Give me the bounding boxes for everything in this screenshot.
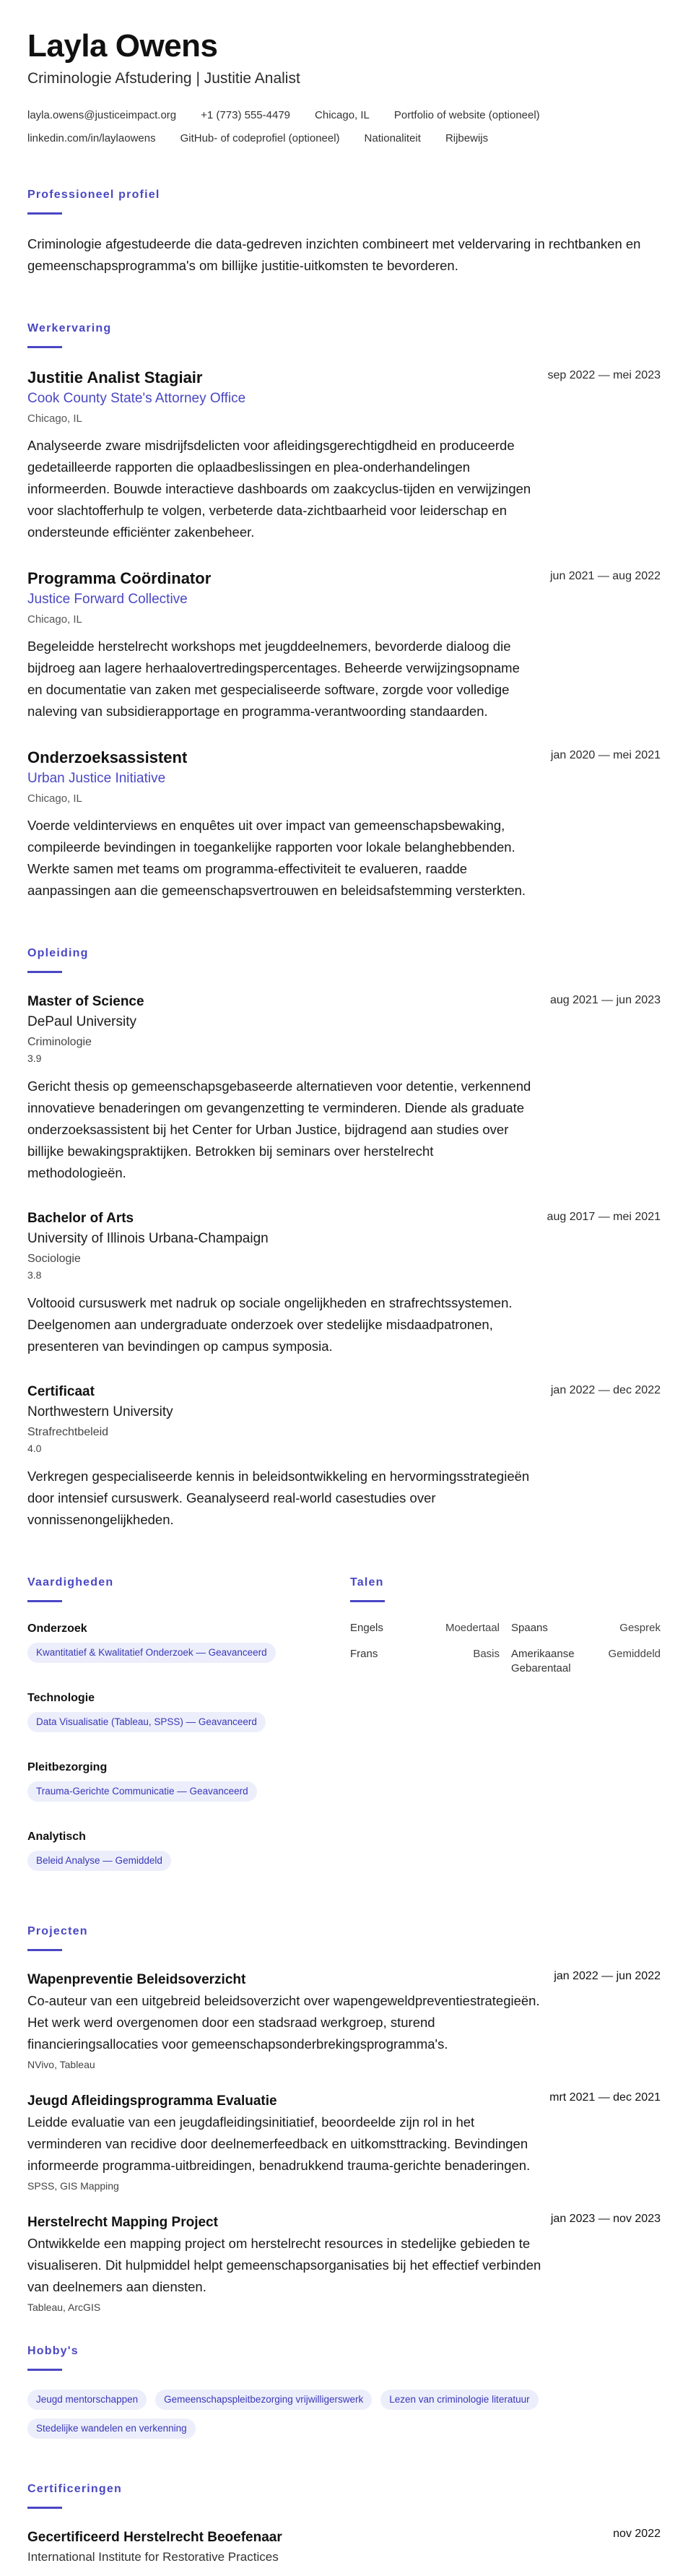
language-item [350, 1647, 500, 1676]
job-dates: jan 2020 — mei 2021 [550, 749, 661, 761]
language-name: Amerikaanse Gebarentaal [511, 1648, 575, 1674]
degree: Master of Science [27, 994, 144, 1009]
project-item [27, 1970, 661, 2073]
skill-group [27, 1760, 338, 1810]
education-section [27, 946, 661, 1531]
project-tools: SPSS, GIS Mapping [27, 2180, 119, 2192]
gpa: 4.0 [27, 1443, 42, 1454]
project-description: Leidde evaluatie van een jeugdafleidingsinitiatief, beoordeelde zijn rol in het verminderen van recidive door deelnemerfeedback en uitkomsttracking. Bevindingen informeerde programma-uitbreidingen, benadrukkend trauma-gerichte benaderingen. [27, 2114, 531, 2173]
project-title: Wapenpreventie Beleidsoverzicht [27, 1972, 246, 1987]
section-divider [350, 1600, 385, 1602]
language-level: Gesprek [619, 1622, 661, 1634]
school: DePaul University [27, 1014, 136, 1029]
skill-group [27, 1690, 338, 1741]
language-item [511, 1621, 661, 1635]
language-level: Gemiddeld [608, 1648, 661, 1660]
section-title: Opleiding [27, 947, 89, 959]
skill-category: Onderzoek [27, 1622, 87, 1635]
language-item [350, 1621, 500, 1635]
education-dates: aug 2021 — jun 2023 [549, 994, 661, 1006]
hobbies-section [27, 2344, 661, 2447]
field-of-study: Strafrechtbeleid [27, 1426, 109, 1438]
section-divider [27, 1949, 62, 1951]
section-divider [27, 212, 62, 215]
certifications-section [27, 2482, 661, 2567]
skill-category: Technologie [27, 1692, 95, 1704]
job-title: Onderzoeksassistent [27, 748, 188, 766]
skill-pill: Trauma-Gerichte Communicatie — Geavanceerd [27, 1781, 257, 1802]
projects-section [27, 1924, 661, 2315]
project-description: Ontwikkelde een mapping project om herstelrecht resources in stedelijke gebieden te visualiseren. Dit hulpmiddel helpt gemeenschapsorganisaties bij het effectief verbinden van deelnemers aan diensten. [27, 2236, 541, 2294]
experience-item [27, 568, 661, 722]
contact-nationality: Nationaliteit [364, 132, 421, 144]
hobby-pill: Stedelijke wandelen en verkenning [27, 2419, 196, 2439]
job-description: Analyseerde zware misdrijfsdelicten voor afleidingsgerechtigdheid en produceerde gedetailleerde rapporten die oplaadbeslissingen en plea-onderhandelingen informeerden. Bouwde interactieve dashboards om zaakcyclus-tijden en verwijzingen voor slachtofferhulp te volgen, verbeterde data-zichtbaarheid voor leiderschap en ondersteunde efficiënter zakenbeheer. [27, 438, 531, 540]
job-location: Chicago, IL [27, 792, 82, 805]
certification-title: Gecertificeerd Herstelrecht Beoefenaar [27, 2530, 282, 2545]
contact-location: Chicago, IL [315, 109, 370, 121]
section-title: Certificeringen [27, 2483, 122, 2495]
section-title: Werkervaring [27, 322, 112, 334]
job-description: Voerde veldinterviews en enquêtes uit over impact van gemeenschapsbewaking, compileerde bevindingen in toegankelijke rapporten voor lokale belanghebbenden. Werkte samen met teams om programma-effectiviteit te evalueren, raadde aanpassingen aan die gemeenschapsvertrouwen en beleidsafstemming versterkten. [27, 818, 526, 898]
field-of-study: Sociologie [27, 1253, 81, 1265]
skill-group [27, 1621, 338, 1672]
section-title: Vaardigheden [27, 1576, 114, 1589]
resume-header [27, 26, 661, 146]
hobby-pill: Gemeenschapspleitbezorging vrijwilligerswerk [155, 2390, 372, 2410]
candidate-headline: Criminologie Afstudering | Justitie Analist [27, 70, 300, 87]
contact-email[interactable]: layla.owens@justiceimpact.org [27, 109, 177, 121]
job-dates: jun 2021 — aug 2022 [549, 570, 661, 582]
school: Northwestern University [27, 1404, 173, 1419]
certification-issuer: International Institute for Restorative Practices [27, 2550, 279, 2564]
languages-section [350, 1576, 661, 1898]
education-item [27, 1209, 661, 1357]
job-location: Chicago, IL [27, 613, 82, 626]
contact-portfolio[interactable]: Portfolio of website (optioneel) [393, 109, 540, 121]
certification-item [27, 2528, 661, 2567]
contact-linkedin[interactable]: linkedin.com/in/laylaowens [27, 132, 156, 144]
project-item [27, 2091, 661, 2194]
employer: Urban Justice Initiative [27, 771, 166, 786]
skill-group [27, 1829, 338, 1880]
language-name: Engels [350, 1622, 383, 1634]
job-location: Chicago, IL [27, 412, 82, 425]
skills-section [27, 1576, 338, 1898]
project-tools: NVivo, Tableau [27, 2059, 95, 2070]
skill-category: Pleitbezorging [27, 1761, 108, 1773]
hobby-pill: Jeugd mentorschappen [27, 2390, 147, 2410]
project-title: Jeugd Afleidingsprogramma Evaluatie [27, 2093, 277, 2109]
section-title: Talen [350, 1576, 384, 1589]
section-divider [27, 1600, 62, 1602]
job-title: Justitie Analist Stagiair [27, 368, 203, 386]
language-name: Spaans [511, 1622, 548, 1634]
section-title: Hobby's [27, 2345, 79, 2357]
education-description: Gericht thesis op gemeenschapsgebaseerde alternatieven voor detentie, verkennend innovatieve benaderingen om gevangenzetting te verminderen. Diende als graduate onderzoeksassistent bij het Center for Urban Justice, bijdragend aan studies over billijke bewakingspraktijken. Betrokken bij seminars over herstelrecht methodologieën. [27, 1079, 531, 1180]
contact-info [27, 108, 661, 146]
education-dates: jan 2022 — dec 2022 [550, 1384, 661, 1396]
skill-pill: Beleid Analyse — Gemiddeld [27, 1851, 171, 1871]
education-dates: aug 2017 — mei 2021 [547, 1211, 661, 1223]
contact-github[interactable]: GitHub- of codeprofiel (optioneel) [180, 132, 340, 144]
education-description: Verkregen gespecialiseerde kennis in beleidsontwikkeling en hervormingsstrategieën door intensief cursuswerk. Geanalyseerd real-world casestudies over vonnissenongelijkheden. [27, 1469, 530, 1527]
field-of-study: Criminologie [27, 1036, 92, 1048]
skills-languages-row [27, 1576, 661, 1898]
gpa: 3.9 [27, 1053, 42, 1064]
contact-drivers-license: Rijbewijs [445, 132, 489, 144]
section-divider [27, 2369, 62, 2371]
skill-pill: Kwantitatief & Kwalitatief Onderzoek — Geavanceerd [27, 1643, 276, 1663]
employer: Justice Forward Collective [27, 592, 188, 607]
language-name: Frans [350, 1648, 378, 1660]
certification-date: nov 2022 [613, 2528, 661, 2540]
language-level: Basis [473, 1648, 500, 1660]
project-dates: mrt 2021 — dec 2021 [549, 2091, 661, 2104]
section-divider [27, 346, 62, 348]
school: University of Illinois Urbana-Champaign [27, 1231, 269, 1246]
job-title: Programma Coördinator [27, 569, 212, 587]
hobby-pill: Lezen van criminologie literatuur [380, 2390, 538, 2410]
experience-item [27, 747, 661, 902]
section-title: Professioneel profiel [27, 189, 160, 201]
experience-section [27, 321, 661, 902]
profile-summary: Criminologie afgestudeerde die data-gedreven inzichten combineert met veldervaring in rechtbanken en gemeenschapsprogramma's om billijke justitie-uitkomsten te bevorderen. [27, 236, 641, 273]
section-title: Projecten [27, 1925, 88, 1937]
project-title: Herstelrecht Mapping Project [27, 2215, 218, 2230]
candidate-name: Layla Owens [27, 28, 218, 64]
project-item [27, 2213, 661, 2315]
skill-pill: Data Visualisatie (Tableau, SPSS) — Geavanceerd [27, 1712, 266, 1732]
profile-section [27, 188, 661, 277]
language-level: Moedertaal [445, 1622, 500, 1634]
education-item [27, 992, 661, 1184]
project-dates: jan 2023 — nov 2023 [550, 2213, 661, 2225]
project-dates: jan 2022 — jun 2022 [554, 1970, 661, 1982]
job-dates: sep 2022 — mei 2023 [547, 369, 661, 381]
skill-category: Analytisch [27, 1831, 86, 1843]
section-divider [27, 2507, 62, 2509]
language-item [511, 1647, 661, 1676]
contact-phone[interactable]: +1 (773) 555-4479 [201, 109, 291, 121]
section-divider [27, 971, 62, 973]
project-description: Co-auteur van een uitgebreid beleidsoverzicht over wapengeweldpreventiestrategieën. Het werk werd overgenomen door een stadsraad werkgroep, sturend financieringsallocaties voor gemeenschapsonderbrekingsprogramma's. [27, 1993, 540, 2052]
gpa: 3.8 [27, 1269, 42, 1281]
experience-item [27, 367, 661, 543]
education-item [27, 1382, 661, 1531]
project-tools: Tableau, ArcGIS [27, 2301, 101, 2313]
degree: Bachelor of Arts [27, 1211, 134, 1226]
job-description: Begeleidde herstelrecht workshops met jeugddeelnemers, bevorderde dialoog die bijdroeg aan lagere herhaalovertredingspercentages. Beheerde verwijzingsopname en documentatie van zaken met gespecialiseerde software, zorgde voor volledige naleving van subsidierapportage en programma-verantwoording standaarden. [27, 639, 520, 719]
degree: Certificaat [27, 1384, 95, 1399]
education-description: Voltooid cursuswerk met nadruk op sociale ongelijkheden en strafrechtssystemen. Deelgenomen aan undergraduate onderzoek over stedelijke misdaadpatronen, presenteren van bevindingen op campus symposia. [27, 1295, 513, 1354]
employer: Cook County State's Attorney Office [27, 391, 246, 406]
